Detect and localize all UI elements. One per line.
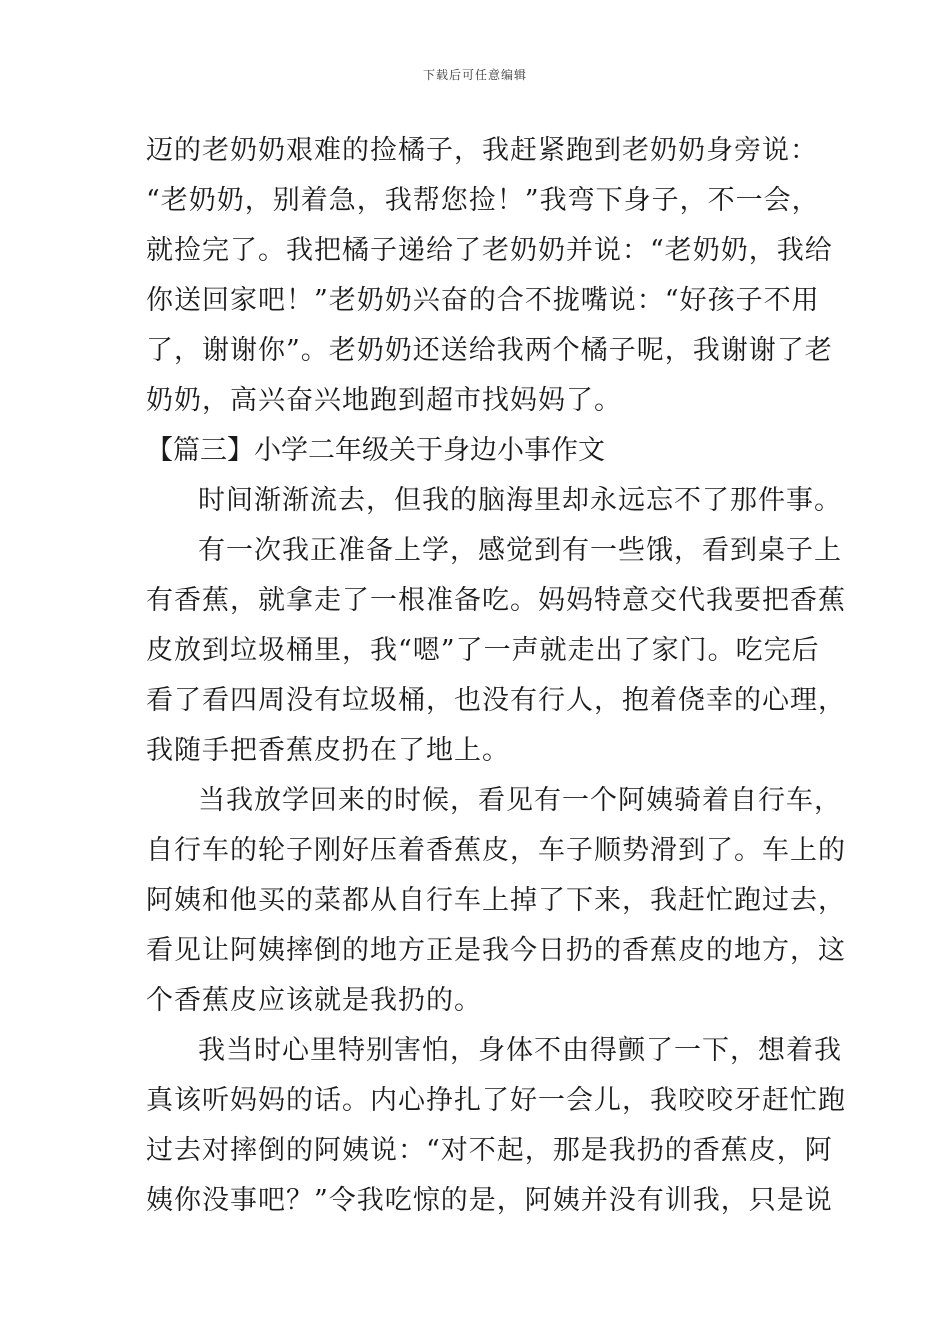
text-line: 我随手把香蕉皮扔在了地上。	[146, 735, 510, 766]
text-line: 你送回家吧！”老奶奶兴奋的合不拢嘴说：“好孩子不用	[146, 285, 820, 316]
text-line: 就捡完了。我把橘子递给了老奶奶并说：“老奶奶，我给	[146, 235, 833, 266]
paragraph-first-line: 当我放学回来的时候，看见有一个阿姨骑着自行车，	[198, 785, 842, 816]
text-line: 真该听妈妈的话。内心挣扎了好一会儿，我咬咬牙赶忙跑	[146, 1085, 846, 1116]
text-line: 有香蕉，就拿走了一根准备吃。妈妈特意交代我要把香蕉	[146, 585, 846, 616]
page-header: 下载后可任意编辑	[422, 68, 527, 82]
text-line: 姨你没事吧？”令我吃惊的是，阿姨并没有训我，只是说	[146, 1185, 833, 1216]
paragraph-first-line: 我当时心里特别害怕，身体不由得颤了一下，想着我	[198, 1035, 842, 1066]
text-line: 阿姨和他买的菜都从自行车上掉了下来，我赶忙跑过去，	[146, 885, 846, 916]
section-heading: 【篇三】小学二年级关于身边小事作文	[146, 435, 605, 466]
text-line: 奶奶，高兴奋兴地跑到超市找妈妈了。	[146, 385, 622, 416]
paragraph-first-line: 有一次我正准备上学，感觉到有一些饿，看到桌子上	[198, 535, 842, 566]
text-line: 看见让阿姨摔倒的地方正是我今日扔的香蕉皮的地方，这	[146, 935, 846, 966]
text-line: 皮放到垃圾桶里，我“嗯”了一声就走出了家门。吃完后	[146, 635, 820, 666]
text-line: “老奶奶，别着急，我帮您捡！”我弯下身子，不一会，	[146, 185, 820, 216]
text-line: 过去对摔倒的阿姨说：“对不起，那是我扔的香蕉皮，阿	[146, 1135, 833, 1166]
text-line: 看了看四周没有垃圾桶，也没有行人，抱着侥幸的心理，	[146, 685, 846, 716]
text-line: 了，谢谢你”。老奶奶还送给我两个橘子呢，我谢谢了老	[146, 335, 833, 366]
text-line: 自行车的轮子刚好压着香蕉皮，车子顺势滑到了。车上的	[146, 835, 846, 866]
text-line: 迈的老奶奶艰难的捡橘子，我赶紧跑到老奶奶身旁说：	[146, 135, 818, 166]
paragraph-first-line: 时间渐渐流去，但我的脑海里却永远忘不了那件事。	[198, 485, 842, 516]
document-body	[146, 126, 846, 1226]
text-line: 个香蕉皮应该就是我扔的。	[146, 985, 482, 1016]
